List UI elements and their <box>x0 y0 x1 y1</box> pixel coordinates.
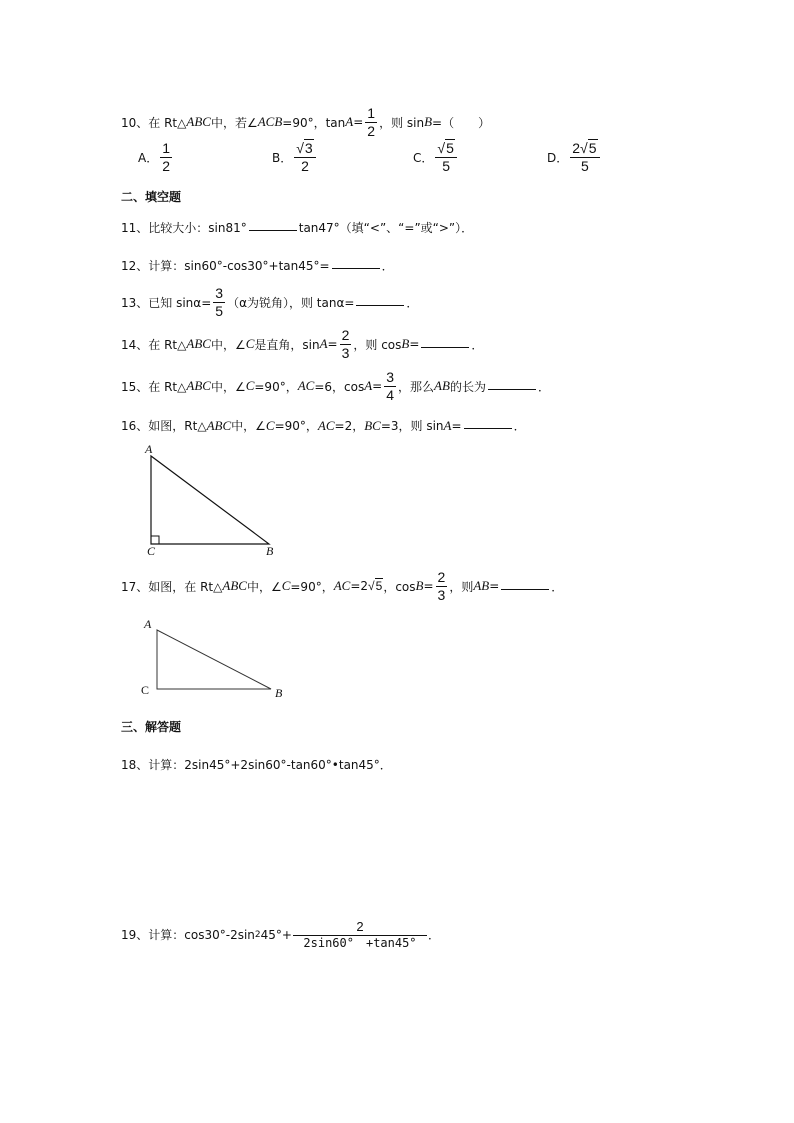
q15-fraction-num: 3 <box>386 369 395 385</box>
option-d-coef: 2 <box>572 140 581 156</box>
q16-ac: AC <box>317 417 335 433</box>
q15-text-c: =90°， <box>254 379 298 394</box>
q12-text-b: ． <box>381 259 394 273</box>
q10-text-d: ，则 sin <box>379 115 425 130</box>
q16-number: 16、 <box>121 419 149 433</box>
q13-text-c: ． <box>406 295 419 310</box>
q12-number: 12、 <box>121 259 149 273</box>
q14-eq: = <box>327 337 338 352</box>
q16-bc: BC <box>364 417 381 433</box>
q10-text-b: 中，若∠ <box>210 115 258 130</box>
q17-text-f: ，则 <box>449 579 474 594</box>
option-b-fraction <box>294 141 315 173</box>
q17-b: B <box>415 578 424 594</box>
q15-ab: AB <box>434 378 450 394</box>
q10-text: 在 Rt△ <box>148 115 187 130</box>
question-17 <box>121 570 563 602</box>
q17-text-e: ，cos <box>383 579 416 594</box>
q18-number: 18、 <box>121 758 149 772</box>
q17-ac: AC <box>333 578 351 594</box>
q10-fraction-num: 1 <box>367 105 376 121</box>
q15-text-f: 的长为 <box>449 379 486 394</box>
question-18 <box>121 756 392 773</box>
option-c-den: 5 <box>442 157 451 174</box>
option-b-den: 2 <box>301 157 309 174</box>
option-d-sqrt: √5 <box>580 140 597 156</box>
fig16-right-angle-mark <box>151 536 159 544</box>
q14-fraction <box>340 328 352 360</box>
q16-text-a: 如图，Rt△ <box>148 419 207 433</box>
q10-a: A <box>345 114 354 130</box>
q14-text-a: 在 Rt△ <box>148 337 187 352</box>
q17-fraction-den: 3 <box>437 586 446 603</box>
q16-c: C <box>265 417 275 433</box>
q19-text-c: ． <box>427 928 440 943</box>
q11-answer-blank[interactable] <box>249 230 297 231</box>
q17-text-c: =90°， <box>290 579 334 594</box>
option-a-num: 1 <box>162 140 171 156</box>
question-16 <box>121 417 526 434</box>
q14-text-f: ． <box>471 337 484 352</box>
q14-fraction-den: 3 <box>341 344 350 361</box>
q10-eq: = <box>353 115 364 130</box>
q10-option-d[interactable] <box>547 141 602 173</box>
option-d-fraction <box>570 141 599 173</box>
question-15 <box>121 370 550 402</box>
q19-text-b: 45°+ <box>260 927 292 942</box>
q14-text-c: 是直角，sin <box>254 337 320 352</box>
q16-text-c: =90°， <box>274 419 318 433</box>
question-12 <box>121 257 394 274</box>
q10-acb: ACB <box>257 114 283 130</box>
q17-c: C <box>281 578 291 594</box>
option-b-sqrt: √3 <box>296 140 313 156</box>
q16-abc: ABC <box>206 417 232 433</box>
q11-number: 11、 <box>121 221 149 235</box>
q16-text-f: = <box>451 418 462 433</box>
q13-fraction <box>213 286 225 318</box>
question-10 <box>121 106 490 138</box>
option-d-den: 5 <box>580 157 589 174</box>
q10-abc: ABC <box>186 114 211 130</box>
q10-text-e: =（ ） <box>432 115 491 130</box>
option-b-num <box>294 141 315 158</box>
q10-b: B <box>424 114 433 130</box>
q16-text-b: 中，∠ <box>231 419 266 433</box>
q13-fraction-num: 3 <box>215 285 224 301</box>
q13-fraction-den: 5 <box>215 302 224 319</box>
q19-superscript: 2 <box>254 929 261 940</box>
q15-abc: ABC <box>186 378 211 394</box>
q15-c: C <box>245 378 255 394</box>
option-b-label: B． <box>272 150 293 165</box>
q14-abc: ABC <box>186 336 211 352</box>
q10-option-c[interactable] <box>413 141 459 173</box>
q15-text-a: 在 Rt△ <box>148 379 187 394</box>
q17-ab: AB <box>473 578 490 594</box>
question-19 <box>121 920 440 949</box>
q15-answer-blank[interactable] <box>488 389 536 390</box>
q15-fraction-den: 4 <box>386 386 395 403</box>
option-a-den: 2 <box>162 157 171 174</box>
q19-fraction-num: 2 <box>293 920 427 936</box>
q15-text-b: 中，∠ <box>210 379 246 394</box>
q14-text-d: ，则 cos <box>353 337 402 352</box>
q17-number: 17、 <box>121 579 149 594</box>
q14-text-b: 中，∠ <box>210 337 246 352</box>
q13-answer-blank[interactable] <box>356 305 404 306</box>
q17-text-b: 中，∠ <box>246 579 282 594</box>
option-c-rad: 5 <box>446 140 454 156</box>
q16-answer-blank[interactable] <box>464 428 512 429</box>
option-c-num <box>435 141 456 158</box>
q15-number: 15、 <box>121 379 149 394</box>
q14-text-e: = <box>409 337 420 352</box>
q19-text-a: 计算：cos30°-2sin <box>148 928 255 943</box>
q17-text-h: ． <box>551 579 564 594</box>
q19-fraction-den: 2sin60° +tan45° <box>303 935 417 950</box>
section-2-heading: 二、填空题 <box>121 190 182 204</box>
q17-abc: ABC <box>222 578 247 594</box>
section-3-heading: 三、解答题 <box>121 720 182 734</box>
q15-text-d: =6，cos <box>314 379 365 394</box>
option-c-fraction <box>435 141 456 173</box>
option-d-num <box>570 141 599 158</box>
option-a-label: A． <box>138 150 159 165</box>
option-d-rad: 5 <box>588 140 597 156</box>
q11-text-a: 比较大小：sin81° <box>148 221 247 235</box>
q18-text: 计算：2sin45°+2sin60°-tan60°•tan45°． <box>148 758 392 772</box>
option-b-rad: 3 <box>304 140 313 156</box>
q17-sqrt: √5 <box>368 579 383 594</box>
q17-eq: = <box>423 579 434 594</box>
q13-text-a: 已知 sinα= <box>148 295 212 310</box>
q19-number: 19、 <box>121 928 149 943</box>
question-11 <box>121 219 473 236</box>
q16-text-d: =2， <box>334 419 365 433</box>
q14-fraction-num: 2 <box>341 327 350 343</box>
fig16-label-a: A <box>145 442 153 456</box>
q16-text-g: ． <box>513 419 526 433</box>
q16-a: A <box>443 417 452 433</box>
q14-c: C <box>245 336 255 352</box>
q10-option-b[interactable] <box>272 141 318 173</box>
option-d-label: D． <box>547 150 569 165</box>
q10-number: 10、 <box>121 115 149 130</box>
q12-answer-blank[interactable] <box>332 268 380 269</box>
q14-number: 14、 <box>121 337 149 352</box>
option-c-label: C． <box>413 150 434 165</box>
q11-text-b: tan47°（填“<”、“=”或“>”）． <box>298 221 474 235</box>
q19-fraction <box>293 920 427 949</box>
q15-fraction <box>384 370 396 402</box>
q16-text-e: =3，则 sin <box>380 419 444 433</box>
q17-rad: 5 <box>375 579 383 594</box>
q15-a: A <box>364 378 373 394</box>
q17-text-a: 如图，在 Rt△ <box>148 579 223 594</box>
q12-text-a: 计算：sin60°-cos30°+tan45°= <box>148 259 330 273</box>
q15-text-g: ． <box>537 379 550 394</box>
q17-text-g: = <box>489 579 500 594</box>
figure-16-triangle <box>140 440 290 560</box>
fig16-label-c: C <box>147 544 156 558</box>
option-a-fraction <box>160 141 172 173</box>
fig17-label-a: A <box>144 617 152 631</box>
q14-answer-blank[interactable] <box>421 347 469 348</box>
question-14 <box>121 328 483 360</box>
q13-text-b: （α为锐角），则 tanα= <box>227 295 355 310</box>
option-c-sqrt: √5 <box>437 140 454 156</box>
question-13 <box>121 286 418 318</box>
q10-option-a[interactable] <box>138 141 174 173</box>
q17-fraction <box>436 570 448 602</box>
q14-a: A <box>319 336 328 352</box>
q14-b: B <box>401 336 410 352</box>
q17-text-d: =2 <box>350 579 369 594</box>
fig17-triangle-shape <box>157 630 271 689</box>
q10-text-c: =90°，tan <box>282 115 346 130</box>
figure-17-triangle <box>145 620 285 700</box>
fig16-triangle-shape <box>151 456 269 544</box>
fig16-label-b: B <box>266 544 274 558</box>
q15-text-e: ，那么 <box>398 379 435 394</box>
fig17-label-c: C <box>141 683 150 697</box>
q15-ac: AC <box>297 378 315 394</box>
fig17-label-b: B <box>275 686 283 700</box>
q13-number: 13、 <box>121 295 149 310</box>
q17-fraction-num: 2 <box>437 569 446 585</box>
q15-eq: = <box>372 379 383 394</box>
q17-answer-blank[interactable] <box>501 589 549 590</box>
q10-fraction-den: 2 <box>367 122 376 139</box>
q10-fraction <box>365 106 377 138</box>
